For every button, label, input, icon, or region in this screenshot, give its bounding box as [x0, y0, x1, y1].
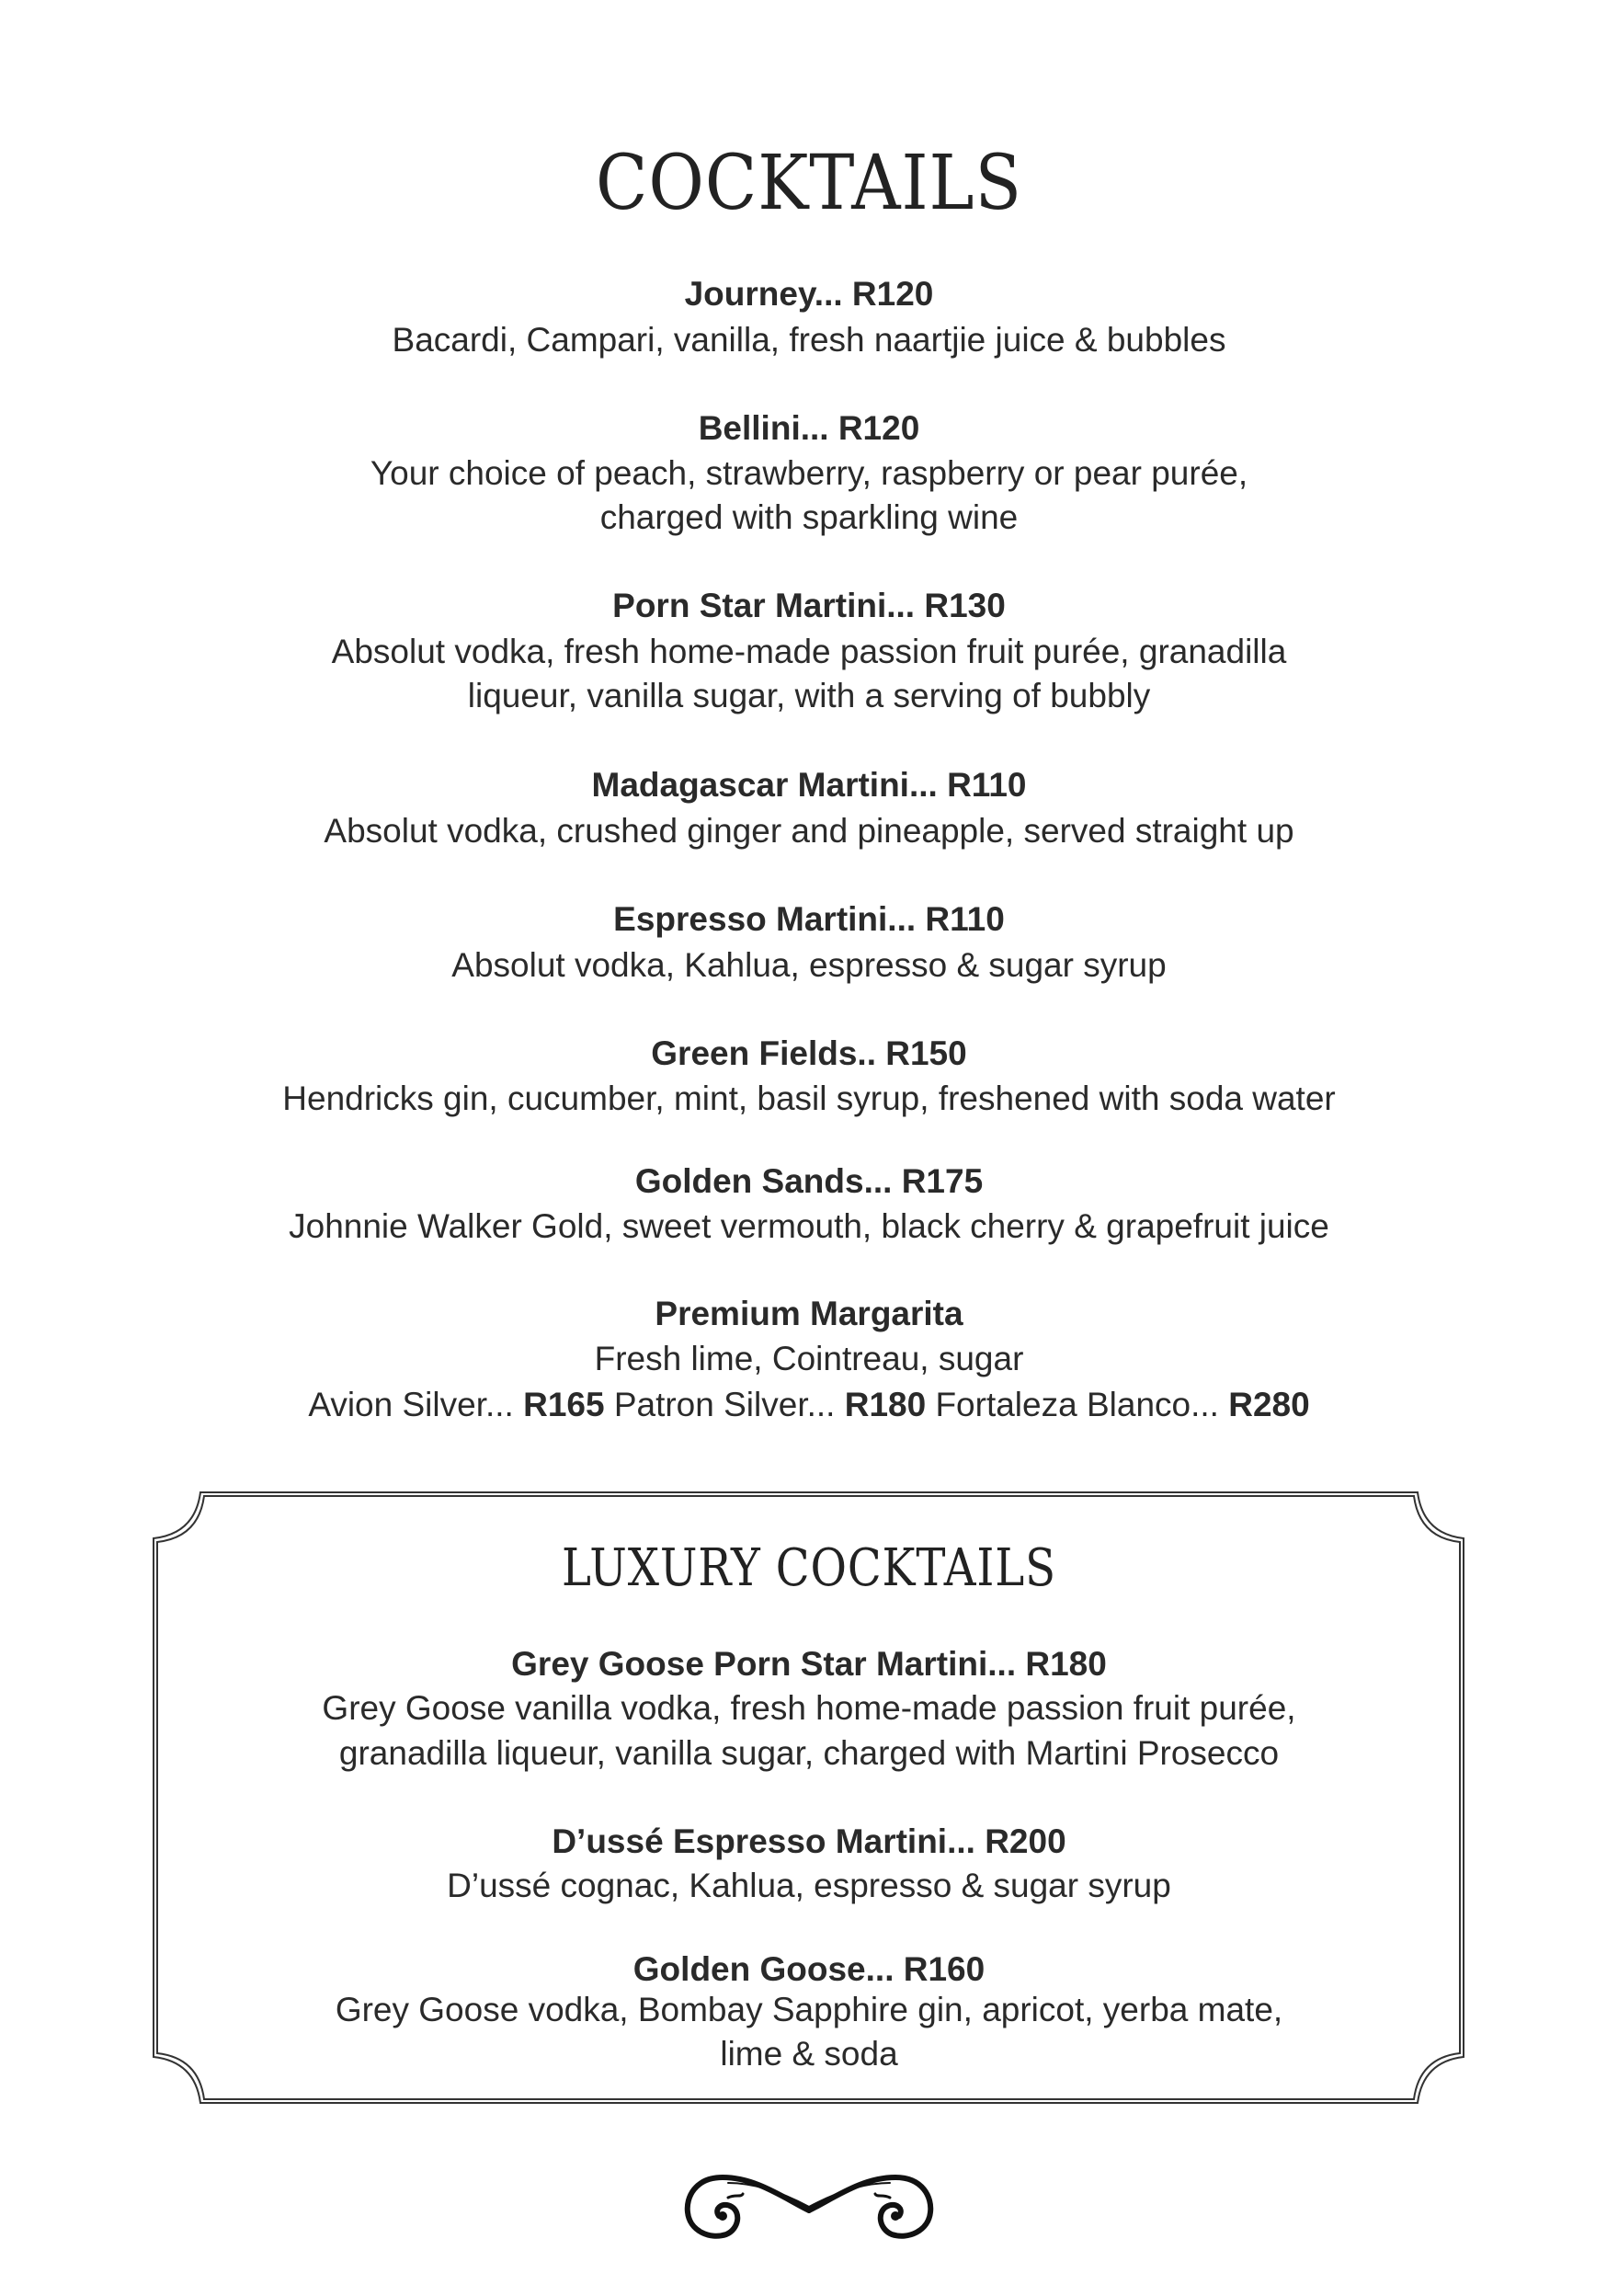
option-price: R280 [1228, 1386, 1310, 1423]
scroll-ornament-icon [682, 2170, 936, 2244]
item-description: Bacardi, Campari, vanilla, fresh naartjie juice & bubbles [392, 321, 1226, 359]
item-title: Espresso Martini... R110 [613, 900, 1005, 938]
item-title: Bellini... R120 [698, 409, 920, 447]
item-description: Fresh lime, Cointreau, sugar [594, 1340, 1024, 1377]
item-title: Madagascar Martini... R110 [591, 766, 1027, 804]
option-price: R165 [523, 1386, 605, 1423]
item-description: Absolut vodka, Kahlua, espresso & sugar syrup [451, 946, 1167, 984]
item-title: Premium Margarita [655, 1295, 963, 1332]
option-name: Fortaleza Blanco... [935, 1386, 1219, 1423]
item-title: Journey... R120 [684, 275, 934, 313]
item-description: Grey Goose vanilla vodka, fresh home-made passion fruit purée, [322, 1689, 1296, 1727]
item-description: Your choice of peach, strawberry, raspberry or pear purée, [370, 454, 1248, 492]
item-description: lime & soda [720, 2035, 898, 2073]
item-description: liqueur, vanilla sugar, with a serving of bubbly [467, 677, 1151, 714]
item-description: Absolut vodka, crushed ginger and pineapple, served straight up [324, 812, 1294, 850]
cocktails-heading: COCKTAILS [596, 140, 1022, 227]
item-description: charged with sparkling wine [599, 498, 1019, 536]
item-title: Porn Star Martini... R130 [612, 587, 1006, 624]
item-title: Grey Goose Porn Star Martini... R180 [511, 1645, 1107, 1683]
luxury-cocktails-heading: LUXURY COCKTAILS [562, 1538, 1056, 1598]
item-title: Golden Sands... R175 [634, 1162, 984, 1200]
item-description: Grey Goose vodka, Bombay Sapphire gin, apricot, yerba mate, [335, 1991, 1283, 2028]
margarita-options [0, 1383, 1618, 1427]
item-description: granadilla liqueur, vanilla sugar, charged with Martini Prosecco [338, 1734, 1280, 1772]
item-description: D’ussé cognac, Kahlua, espresso & sugar syrup [447, 1867, 1171, 1904]
option-price: R180 [844, 1386, 927, 1423]
option-name: Avion Silver... [308, 1386, 514, 1423]
item-description: Johnnie Walker Gold, sweet vermouth, black cherry & grapefruit juice [289, 1207, 1329, 1245]
option-name: Patron Silver... [613, 1386, 836, 1423]
item-title: Green Fields.. R150 [651, 1034, 967, 1072]
item-title: Golden Goose... R160 [632, 1950, 986, 1988]
item-description: Absolut vodka, fresh home-made passion fruit purée, granadilla [331, 633, 1287, 670]
item-title: D’ussé Espresso Martini... R200 [552, 1822, 1066, 1860]
item-description: Hendricks gin, cucumber, mint, basil syrup, freshened with soda water [282, 1079, 1336, 1117]
